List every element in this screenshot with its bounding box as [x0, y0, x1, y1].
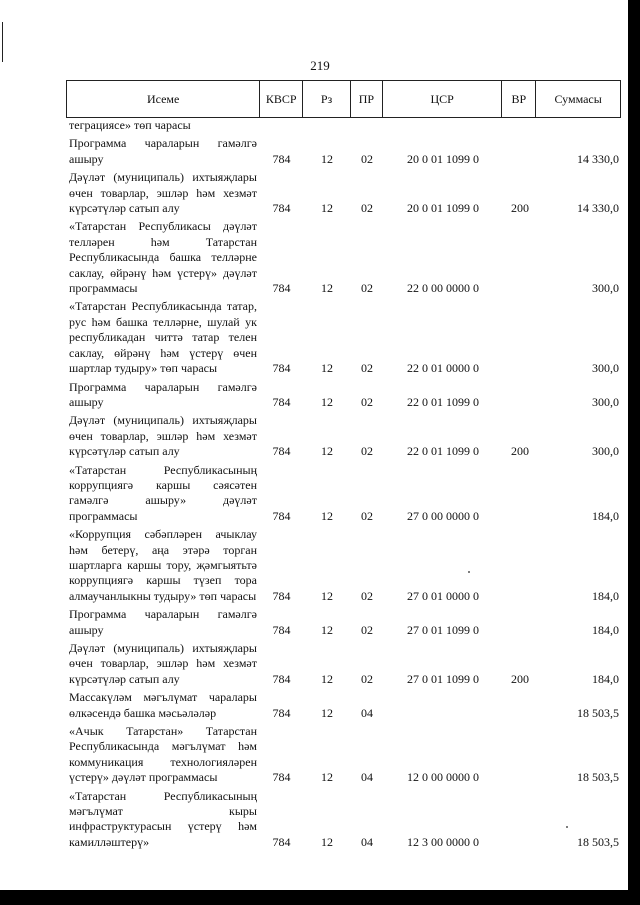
table-row	[66, 641, 621, 690]
row-rz: 12	[321, 834, 333, 849]
row-csr: 12 3 00 0000 0	[407, 834, 479, 849]
row-pr: 04	[361, 705, 373, 720]
row-pr: 02	[361, 508, 373, 523]
row-name: «Коррупция сәбәпләрен ачыклау һәм бетерү, аңа этәрә торган шартларга каршы тору, җәмгыятьтә коррупциягә каршы түзеп тора алмаучанлыкны тудыру» төп чарасы	[69, 527, 257, 603]
row-kvsr: 784	[272, 508, 291, 523]
row-vr: 200	[511, 671, 529, 686]
row-name: Дәүләт (муниципаль) ихтыяҗлары өчен товарлар, эшләр һәм хезмәт күрсәтүләр сатып алу	[69, 170, 257, 216]
scan-margin-mark	[2, 22, 3, 62]
row-kvsr: 784	[272, 444, 291, 459]
row-kvsr: 784	[272, 201, 291, 216]
row-csr: 22 0 01 1099 0	[407, 394, 479, 409]
row-rz: 12	[321, 361, 333, 376]
table-row	[66, 607, 621, 641]
row-sum	[537, 133, 621, 136]
row-csr	[383, 133, 503, 136]
row-pr: 02	[361, 151, 373, 166]
row-pr: 02	[361, 588, 373, 603]
row-sum: 300,0	[592, 394, 619, 409]
row-csr	[383, 721, 503, 724]
row-csr: 27 0 01 0000 0	[407, 588, 479, 603]
row-pr	[351, 133, 383, 136]
row-sum: 184,0	[592, 508, 619, 523]
row-kvsr: 784	[272, 622, 291, 637]
row-rz: 12	[321, 588, 333, 603]
row-vr	[503, 524, 537, 527]
row-sum: 18 503,5	[577, 834, 619, 849]
row-name: Дәүләт (муниципаль) ихтыяҗлары өчен товарлар, эшләр һәм хезмәт күрсәтүләр сатып алу	[69, 641, 257, 686]
row-vr	[503, 721, 537, 724]
row-csr: 27 0 01 1099 0	[407, 622, 479, 637]
row-rz: 12	[321, 770, 333, 785]
table-row	[66, 170, 621, 219]
table-row	[66, 724, 621, 789]
row-kvsr: 784	[272, 588, 291, 603]
row-vr	[503, 604, 537, 607]
row-rz: 12	[321, 705, 333, 720]
row-pr: 02	[361, 394, 373, 409]
table-header	[66, 80, 621, 118]
table-row	[66, 136, 621, 170]
header-rz: Рз	[303, 81, 351, 117]
row-rz: 12	[321, 281, 333, 296]
row-kvsr: 784	[272, 394, 291, 409]
row-name: «Татарстан Республикасы дәүләт телләрен һәм Татарстан Республикасында башка телләрне саклау, өйрәнү һәм үстерү» дәүләт программасы	[69, 219, 257, 296]
row-sum: 14 330,0	[577, 201, 619, 216]
row-name: Массакүләм мәгълүмат чаралары өлкәсендә башка мәсьәләләр	[69, 690, 257, 720]
row-pr: 02	[361, 201, 373, 216]
row-sum: 184,0	[592, 588, 619, 603]
row-csr: 12 0 00 0000 0	[407, 770, 479, 785]
row-name: Программа чараларын гамәлгә ашыру	[69, 136, 257, 166]
page-number: 219	[310, 58, 330, 73]
row-csr: 20 0 01 1099 0	[407, 151, 479, 166]
row-sum: 18 503,5	[577, 705, 619, 720]
header-sum: Суммасы	[554, 91, 602, 106]
row-pr: 02	[361, 281, 373, 296]
scan-edge-bottom	[0, 890, 640, 905]
scan-edge-right	[628, 0, 640, 905]
row-name: Дәүләт (муниципаль) ихтыяҗлары өчен товарлар, эшләр һәм хезмәт күрсәтүләр сатып алу	[69, 413, 257, 459]
table-row	[66, 299, 621, 379]
row-rz: 12	[321, 622, 333, 637]
row-vr: 200	[511, 201, 529, 216]
row-vr	[503, 377, 537, 380]
table-row	[66, 527, 621, 607]
row-pr: 02	[361, 671, 373, 686]
row-rz	[303, 133, 351, 136]
row-sum: 14 330,0	[577, 151, 619, 166]
row-name: «Татарстан Республикасында татар, рус һәм башка телләрне, шулай ук республикадан читтә татар телен саклау, өйрәнү һәм үстерү өчен шартлар тудыру» төп чарасы	[69, 299, 257, 376]
row-kvsr: 784	[272, 671, 291, 686]
row-sum: 184,0	[592, 622, 619, 637]
row-rz: 12	[321, 394, 333, 409]
table-row	[66, 380, 621, 414]
table-row	[66, 463, 621, 528]
header-csr: ЦСР	[383, 81, 503, 117]
row-rz: 12	[321, 201, 333, 216]
row-vr	[503, 133, 537, 136]
row-sum: 300,0	[592, 281, 619, 296]
row-sum: 300,0	[592, 361, 619, 376]
row-kvsr: 784	[272, 281, 291, 296]
row-csr: 27 0 00 0000 0	[407, 508, 479, 523]
header-vr: ВР	[502, 81, 536, 117]
row-kvsr	[260, 133, 303, 136]
table-body	[66, 118, 621, 853]
row-vr	[503, 410, 537, 413]
row-name: Программа чараларын гамәлгә ашыру	[69, 379, 257, 409]
row-pr: 04	[361, 834, 373, 849]
row-rz: 12	[321, 671, 333, 686]
row-kvsr: 784	[272, 705, 291, 720]
row-sum: 184,0	[592, 671, 619, 686]
row-vr	[503, 786, 537, 789]
row-csr: 22 0 01 1099 0	[407, 444, 479, 459]
table-row	[66, 219, 621, 299]
table-row	[66, 118, 621, 136]
table-row	[66, 413, 621, 462]
row-kvsr: 784	[272, 834, 291, 849]
row-csr: 20 0 01 1099 0	[407, 201, 479, 216]
header-name: Исеме	[67, 81, 260, 117]
row-csr: 22 0 01 0000 0	[407, 361, 479, 376]
row-pr: 04	[361, 770, 373, 785]
row-vr: 200	[511, 444, 529, 459]
row-kvsr: 784	[272, 361, 291, 376]
table-row	[66, 789, 621, 854]
row-vr	[503, 638, 537, 641]
row-name: Программа чараларын гамәлгә ашыру	[69, 607, 257, 637]
row-kvsr: 784	[272, 151, 291, 166]
row-pr: 02	[361, 361, 373, 376]
row-csr: 27 0 01 1099 0	[407, 671, 479, 686]
header-pr: ПР	[351, 81, 383, 117]
row-name: теграциясе» төп чарасы	[69, 118, 191, 132]
row-rz: 12	[321, 444, 333, 459]
row-name: «Татарстан Республикасының коррупциягә каршы сәясәтен гамәлгә ашыру» дәүләт программасы	[69, 462, 257, 523]
row-sum: 300,0	[592, 444, 619, 459]
row-pr: 02	[361, 444, 373, 459]
row-csr: 22 0 00 0000 0	[407, 281, 479, 296]
row-rz: 12	[321, 151, 333, 166]
row-name: «Ачык Татарстан» Татарстан Республикасында мәгълүмат һәм коммуникация технологияләрен үстерү» дәүләт программасы	[69, 724, 257, 785]
row-rz: 12	[321, 508, 333, 523]
row-name: «Татарстан Республикасының мәгълүмат кыры инфраструктурасын үстерү һәм камилләштерү»	[69, 788, 257, 849]
row-kvsr: 784	[272, 770, 291, 785]
row-vr	[503, 296, 537, 299]
row-pr: 02	[361, 622, 373, 637]
header-kvsr: КВСР	[260, 81, 303, 117]
row-vr	[503, 850, 537, 853]
table-row	[66, 690, 621, 724]
row-sum: 18 503,5	[577, 770, 619, 785]
row-vr	[503, 167, 537, 170]
